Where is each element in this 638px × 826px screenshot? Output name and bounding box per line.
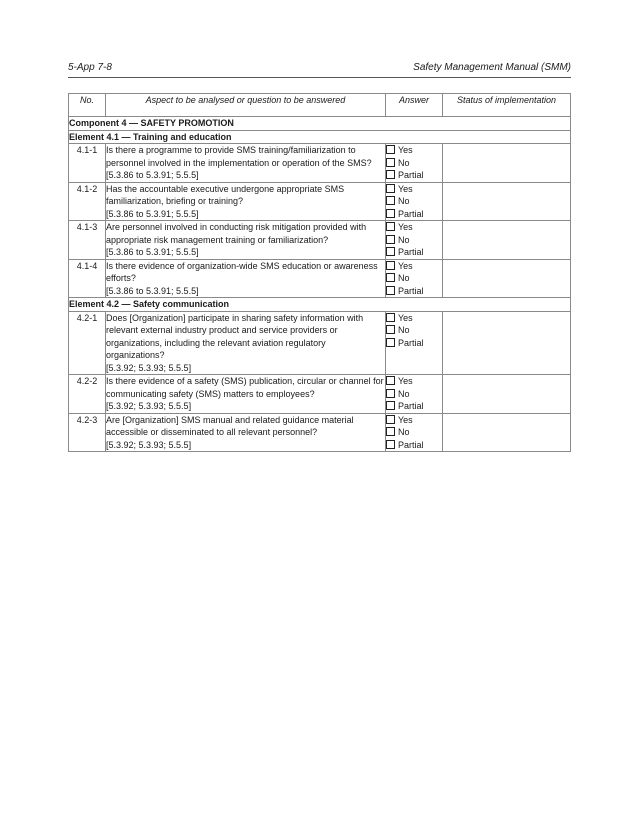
answer-cell: [386, 375, 443, 414]
answer-option-no[interactable]: [386, 426, 442, 439]
checkbox-icon[interactable]: [386, 273, 395, 282]
answer-option-no[interactable]: [386, 195, 442, 208]
checkbox-icon[interactable]: [386, 313, 395, 322]
checkbox-icon[interactable]: [386, 440, 395, 449]
page-number: 5-App 7-8: [68, 62, 112, 73]
element-title: Element 4.2 — Safety communication: [69, 298, 571, 312]
status-cell[interactable]: [443, 259, 571, 298]
answer-option-yes[interactable]: [386, 312, 442, 325]
answer-option-label: Partial: [398, 285, 424, 296]
reference-text: [5.3.92; 5.3.93; 5.5.5]: [106, 401, 192, 411]
answer-option-label: Yes: [398, 376, 413, 386]
question-text: Has the accountable executive undergone appropriate SMS familiarization, briefing or training?: [106, 183, 345, 206]
item-number: 4.2-3: [69, 413, 106, 452]
answer-option-no[interactable]: [386, 234, 442, 247]
answer-option-label: Partial: [398, 247, 424, 257]
question-cell: [106, 259, 386, 298]
answer-option-no[interactable]: [386, 388, 442, 401]
answer-cell: [386, 311, 443, 375]
question-cell: [106, 221, 386, 260]
answer-option-label: Yes: [398, 260, 413, 271]
checkbox-icon[interactable]: [386, 209, 395, 218]
answer-option-partial[interactable]: [386, 246, 442, 259]
reference-text: [5.3.86 to 5.3.91; 5.5.5]: [106, 285, 199, 296]
answer-cell: [386, 221, 443, 260]
checkbox-icon[interactable]: [386, 338, 395, 347]
answer-option-yes[interactable]: [386, 260, 442, 273]
answer-option-no[interactable]: [386, 157, 442, 170]
item-number: 4.2-2: [69, 375, 106, 414]
question-text: Are personnel involved in conducting risk mitigation provided with appropriate risk management training or familiarization?: [106, 222, 367, 245]
answer-option-partial[interactable]: [386, 400, 442, 413]
answer-option-yes[interactable]: [386, 375, 442, 388]
checkbox-icon[interactable]: [386, 286, 395, 295]
element-row: [69, 298, 571, 312]
question-text: Is there evidence of a safety (SMS) publication, circular or channel for communicating safety (SMS) matters to employees?: [106, 376, 384, 399]
answer-cell: [386, 259, 443, 298]
answer-option-no[interactable]: [386, 324, 442, 337]
answer-option-yes[interactable]: [386, 414, 442, 427]
checkbox-icon[interactable]: [386, 415, 395, 424]
question-cell: [106, 311, 386, 375]
column-header-question: Aspect to be analysed or question to be answered: [106, 94, 386, 117]
table-row: [69, 144, 571, 183]
item-number: 4.1-2: [69, 182, 106, 221]
item-number: 4.1-3: [69, 221, 106, 260]
answer-option-label: Partial: [398, 170, 424, 180]
column-header-status: Status of implementation: [443, 94, 571, 117]
reference-text: [5.3.86 to 5.3.91; 5.5.5]: [106, 208, 199, 219]
header-rule: [68, 77, 571, 78]
answer-option-label: Partial: [398, 337, 424, 348]
item-number: 4.2-1: [69, 311, 106, 375]
question-text: Are [Organization] SMS manual and related guidance material accessible or disseminated to all relevant personnel?: [106, 414, 354, 437]
checkbox-icon[interactable]: [386, 170, 395, 179]
answer-option-label: Yes: [398, 183, 413, 194]
question-text: Is there evidence of organization-wide SMS education or awareness efforts?: [106, 260, 378, 283]
answer-option-label: No: [398, 388, 410, 399]
table-row: [69, 413, 571, 452]
checkbox-icon[interactable]: [386, 261, 395, 270]
answer-option-label: No: [398, 234, 410, 245]
answer-option-partial[interactable]: [386, 208, 442, 221]
component-title: Component 4 — SAFETY PROMOTION: [69, 117, 571, 131]
checkbox-icon[interactable]: [386, 427, 395, 436]
checkbox-icon[interactable]: [386, 247, 395, 256]
table-row: [69, 221, 571, 260]
answer-option-yes[interactable]: [386, 144, 442, 157]
component-row: [69, 117, 571, 131]
question-cell: [106, 375, 386, 414]
status-cell[interactable]: [443, 413, 571, 452]
answer-option-label: Partial: [398, 208, 424, 219]
answer-option-label: No: [398, 325, 410, 335]
item-number: 4.1-4: [69, 259, 106, 298]
document-title: Safety Management Manual (SMM): [413, 62, 571, 73]
answer-cell: [386, 144, 443, 183]
answer-option-label: No: [398, 273, 410, 283]
answer-option-label: Partial: [398, 401, 424, 411]
question-cell: [106, 144, 386, 183]
reference-text: [5.3.86 to 5.3.91; 5.5.5]: [106, 247, 199, 257]
status-cell[interactable]: [443, 221, 571, 260]
answer-cell: [386, 182, 443, 221]
checkbox-icon[interactable]: [386, 158, 395, 167]
answer-option-yes[interactable]: [386, 221, 442, 234]
reference-text: [5.3.86 to 5.3.91; 5.5.5]: [106, 170, 199, 180]
element-title: Element 4.1 — Training and education: [69, 130, 571, 144]
status-cell[interactable]: [443, 375, 571, 414]
reference-text: [5.3.92; 5.3.93; 5.5.5]: [106, 439, 192, 450]
column-header-no: No.: [69, 94, 106, 117]
status-cell[interactable]: [443, 144, 571, 183]
answer-option-no[interactable]: [386, 272, 442, 285]
table-row: [69, 182, 571, 221]
checkbox-icon[interactable]: [386, 184, 395, 193]
element-row: [69, 130, 571, 144]
status-cell[interactable]: [443, 182, 571, 221]
checklist-table: [68, 93, 571, 452]
answer-option-label: Yes: [398, 145, 413, 155]
status-cell[interactable]: [443, 311, 571, 375]
question-cell: [106, 182, 386, 221]
reference-text: [5.3.92; 5.3.93; 5.5.5]: [106, 362, 192, 373]
answer-option-label: No: [398, 196, 410, 206]
answer-option-partial[interactable]: [386, 169, 442, 182]
question-text: Does [Organization] participate in sharing safety information with relevant external industry product and service providers or organizations, including the relevant aviation regulatory organizations?: [106, 312, 364, 360]
answer-option-partial[interactable]: [386, 439, 442, 452]
table-row: [69, 311, 571, 375]
checkbox-icon[interactable]: [386, 376, 395, 385]
answer-option-yes[interactable]: [386, 183, 442, 196]
answer-option-label: No: [398, 427, 410, 437]
checkbox-icon[interactable]: [386, 196, 395, 205]
checkbox-icon[interactable]: [386, 325, 395, 334]
answer-option-label: Yes: [398, 222, 413, 232]
answer-option-label: Yes: [398, 414, 413, 425]
checkbox-icon[interactable]: [386, 222, 395, 231]
question-text: Is there a programme to provide SMS training/familiarization to personnel involved in the implementation or operation of the SMS?: [106, 145, 372, 168]
answer-option-label: No: [398, 157, 410, 168]
table-row: [69, 259, 571, 298]
checkbox-icon[interactable]: [386, 235, 395, 244]
answer-cell: [386, 413, 443, 452]
checkbox-icon[interactable]: [386, 401, 395, 410]
answer-option-partial[interactable]: [386, 337, 442, 350]
question-cell: [106, 413, 386, 452]
answer-option-partial[interactable]: [386, 285, 442, 298]
table-row: [69, 375, 571, 414]
checkbox-icon[interactable]: [386, 145, 395, 154]
checkbox-icon[interactable]: [386, 389, 395, 398]
answer-option-label: Partial: [398, 439, 424, 450]
answer-option-label: Yes: [398, 312, 413, 323]
column-header-answer: Answer: [386, 94, 443, 117]
table-header-row: [69, 94, 571, 117]
item-number: 4.1-1: [69, 144, 106, 183]
